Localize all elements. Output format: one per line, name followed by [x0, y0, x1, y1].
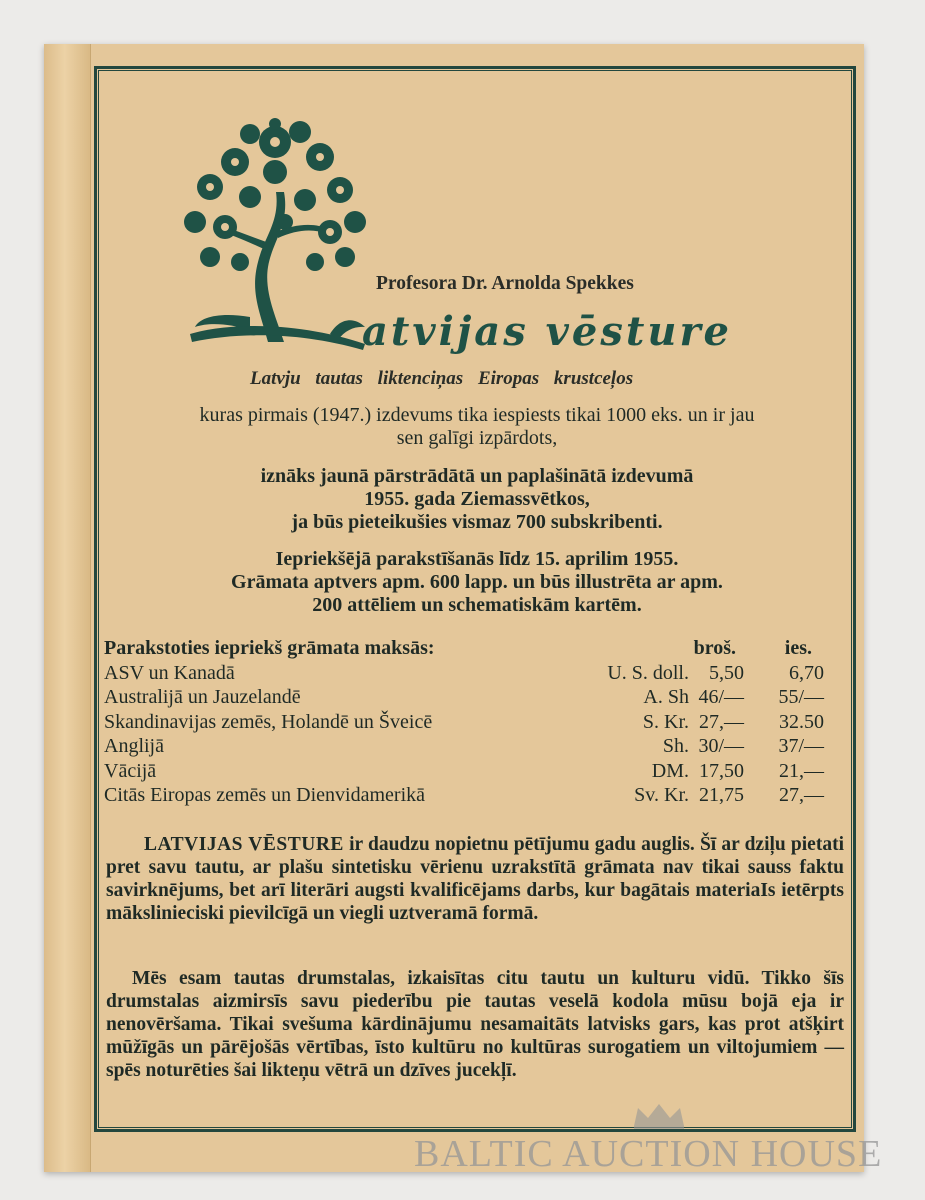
- price-ies: 32.50: [779, 710, 824, 733]
- price-ies: 6,70: [789, 661, 824, 684]
- presub-line: Iepriekšējā parakstīšanās līdz 15. aprilim 1955.: [275, 548, 679, 570]
- price-ies: 37/—: [778, 735, 824, 757]
- price-region: Australijā un Jauzelandē: [104, 686, 301, 708]
- col-header-bros: broš.: [693, 637, 736, 659]
- price-region: Vācijā: [104, 759, 157, 782]
- description-paragraph: [106, 833, 844, 925]
- intro-text: [104, 404, 850, 450]
- price-currency: A. Sh: [643, 686, 689, 708]
- price-row: [104, 685, 844, 710]
- price-table: [104, 636, 844, 808]
- price-table-header: [104, 636, 844, 661]
- presubscription-text: [104, 548, 850, 617]
- book-subtitle: Latvju tautas liktenciņas Eiropas krustceļos: [250, 368, 634, 389]
- price-currency: DM.: [651, 759, 689, 782]
- price-row: [104, 783, 844, 808]
- presub-line: Grāmata aptvers apm. 600 lapp. un būs illustrēta ar apm.: [231, 571, 723, 593]
- appeal-paragraph: Mēs esam tautas drumstalas, izkaisītas citu tautu un kulturu vidū. Tikko šīs drumstalas aizmirsīs savu piederību pie tautas veselā kodola mūsu bojā eja ir nenovēršama. Tikai svešuma kārdinājumu nesamaitāts latvisks gars, kas prot atšķirt mūžīgās un pārējošās vērtības, īsto kultūru no kultūras surogatiem un viltojumiem — spēs noturēties šai likteņu vētrā un dzīves jucekļī.: [106, 968, 844, 1081]
- price-region: ASV un Kanadā: [104, 661, 235, 684]
- tree-initial-l-icon: [180, 112, 370, 352]
- price-region: Anglijā: [104, 735, 164, 757]
- price-currency: Sv. Kr.: [634, 784, 689, 806]
- price-ies: 55/—: [778, 686, 824, 708]
- intro-line: kuras pirmais (1947.) izdevums tika iespiests tikai 1000 eks. un ir jau: [199, 404, 755, 426]
- intro-line: sen galīgi izpārdots,: [396, 427, 558, 449]
- price-row: [104, 661, 844, 686]
- price-bros: 21,75: [699, 784, 744, 806]
- announce-line: iznāks jaunā pārstrādātā un paplašinātā izdevumā: [260, 465, 694, 487]
- book-title: atvijas vēsture: [362, 308, 732, 355]
- col-header-ies: ies.: [784, 637, 812, 659]
- price-currency: Sh.: [662, 735, 689, 757]
- price-bros: 30/—: [698, 735, 744, 757]
- price-bros: 27,—: [699, 710, 744, 733]
- paragraph-body: ir daudzu nopietnu pētījumu gadu auglis. Šī ar dziļu pietati pret savu tautu, ar plašu sintetisku vērienu uzrakstītā grāmata nav tikai sauss faktu savirknējums, bet arī literāri augsti kvalificējams darbs, kur bagātais materiaIs ietērpts mākslinieciski pievilcīgā un viegli uztveramā formā.: [106, 834, 844, 924]
- paragraph-lead: LATVIJAS VĒSTURE: [144, 834, 344, 855]
- announce-line: 1955. gada Ziemassvētkos,: [364, 488, 590, 510]
- price-currency: U. S. doll.: [607, 661, 689, 684]
- booklet-spine: [44, 44, 91, 1172]
- author-line: Profesora Dr. Arnolda Spekkes: [376, 273, 634, 294]
- announce-line: ja būs pieteikušies vismaz 700 subskribenti.: [291, 511, 663, 533]
- price-row: [104, 710, 844, 735]
- price-region: Skandinavijas zemēs, Holandē un Šveicē: [104, 710, 433, 733]
- price-ies: 27,—: [779, 784, 824, 806]
- price-bros: 17,50: [699, 759, 744, 782]
- price-heading: Parakstoties iepriekš grāmata maksās:: [104, 637, 435, 659]
- price-row: [104, 759, 844, 784]
- crown-watermark-icon: [630, 1100, 688, 1130]
- auction-watermark: BALTIC AUCTION HOUSE: [414, 1133, 883, 1175]
- price-currency: S. Kr.: [642, 710, 689, 733]
- price-ies: 21,—: [779, 759, 824, 782]
- price-region: Citās Eiropas zemēs un Dienvidamerikā: [104, 784, 426, 806]
- presub-line: 200 attēliem un schematiskām kartēm.: [312, 594, 642, 616]
- price-bros: 46/—: [698, 686, 744, 708]
- announcement-text: [104, 465, 850, 534]
- price-bros: 5,50: [709, 661, 744, 684]
- price-row: [104, 734, 844, 759]
